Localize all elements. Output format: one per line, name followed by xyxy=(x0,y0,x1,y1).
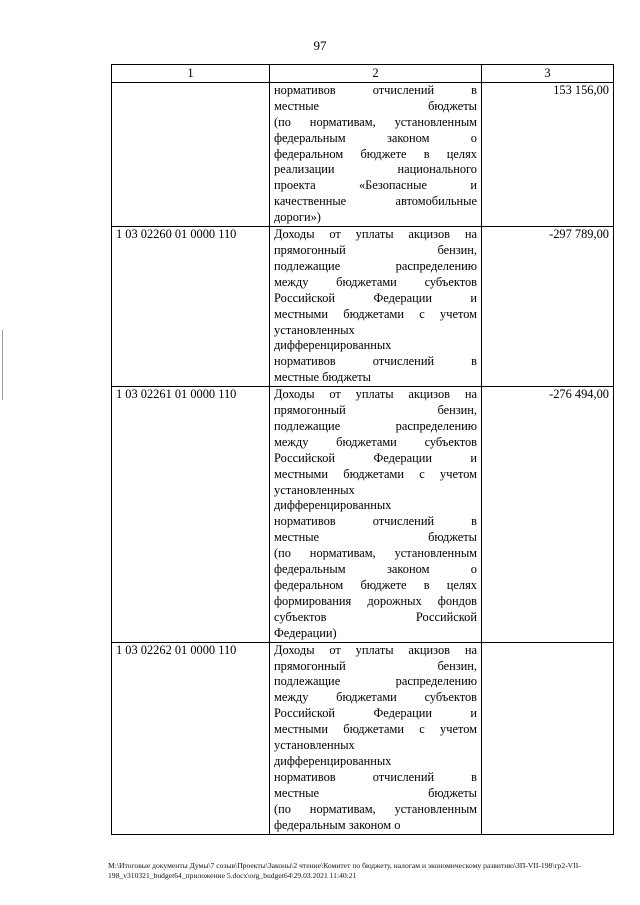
description-line: прямогонный бензин, xyxy=(274,658,477,673)
description-line: подлежащие распределению xyxy=(274,674,477,689)
budget-classification-code: 1 03 02261 01 0000 110 xyxy=(112,387,270,643)
budget-classification-code: 1 03 02262 01 0000 110 xyxy=(112,642,270,834)
budget-classification-code xyxy=(112,82,270,226)
description-line: нормативов отчислений в xyxy=(274,354,477,369)
description-line: формирования дорожных фондов xyxy=(274,593,477,608)
revenue-description xyxy=(270,642,482,834)
table-header-row xyxy=(112,65,614,83)
description-line: (по нормативам, установленным xyxy=(274,801,477,816)
column-header-amount: 3 xyxy=(482,65,614,83)
revenue-description xyxy=(270,82,482,226)
budget-revenue-table xyxy=(111,64,614,835)
description-line: нормативов отчислений в xyxy=(274,82,477,97)
description-line: между бюджетами субъектов xyxy=(274,434,477,449)
description-line: Доходы от уплаты акцизов на xyxy=(274,387,477,402)
description-line: Российской Федерации и xyxy=(274,450,477,465)
description-line: федеральным законом о xyxy=(274,817,401,832)
description-line: местными бюджетами с учетом xyxy=(274,722,477,737)
description-line: установленных xyxy=(274,322,355,337)
description-line: Доходы от уплаты акцизов на xyxy=(274,227,477,242)
description-line: местными бюджетами с учетом xyxy=(274,306,477,321)
description-line: нормативов отчислений в xyxy=(274,514,477,529)
budget-classification-code: 1 03 02260 01 0000 110 xyxy=(112,227,270,387)
description-line: прямогонный бензин, xyxy=(274,242,477,257)
footer-path-line-2: 198_v310321_budget64_приложение 5.docx\org_budget64\29.03.2021 11:40:21 xyxy=(108,871,357,880)
description-line: субъектов Российской xyxy=(274,609,477,624)
description-line: Российской Федерации и xyxy=(274,290,477,305)
amount-value: 153 156,00 xyxy=(482,82,614,226)
description-line: проекта «Безопасные и xyxy=(274,178,477,193)
description-line: (по нормативам, установленным xyxy=(274,546,477,561)
description-line: местные бюджеты xyxy=(274,370,371,385)
description-line: подлежащие распределению xyxy=(274,418,477,433)
column-header-name: 2 xyxy=(270,65,482,83)
description-line: дифференцированных xyxy=(274,498,392,513)
description-line: местные бюджеты xyxy=(274,530,477,545)
file-path-footer xyxy=(108,861,613,881)
table-row xyxy=(112,227,614,387)
description-line: федеральным законом о xyxy=(274,562,477,577)
table-row xyxy=(112,642,614,834)
description-line: федеральном бюджете в целях xyxy=(274,146,477,161)
description-line: дифференцированных xyxy=(274,753,392,768)
description-line: Доходы от уплаты акцизов на xyxy=(274,642,477,657)
revenue-description xyxy=(270,227,482,387)
description-line: установленных xyxy=(274,482,355,497)
description-line: между бюджетами субъектов xyxy=(274,274,477,289)
amount-value: -276 494,00 xyxy=(482,387,614,643)
description-line: дороги») xyxy=(274,210,321,225)
description-line: федеральным законом о xyxy=(274,130,477,145)
column-header-code: 1 xyxy=(112,65,270,83)
description-line: установленных xyxy=(274,738,355,753)
description-line: (по нормативам, установленным xyxy=(274,114,477,129)
description-line: между бюджетами субъектов xyxy=(274,690,477,705)
description-line: Федерации) xyxy=(274,625,337,640)
table-row xyxy=(112,82,614,226)
description-line: нормативов отчислений в xyxy=(274,769,477,784)
description-line: федеральном бюджете в целях xyxy=(274,578,477,592)
description-line: местные бюджеты xyxy=(274,785,477,800)
description-line: подлежащие распределению xyxy=(274,258,477,273)
amount-value: -297 789,00 xyxy=(482,227,614,387)
description-line: Российской Федерации и xyxy=(274,706,477,721)
table-row xyxy=(112,387,614,643)
description-line: качественные автомобильные xyxy=(274,194,477,209)
revenue-description xyxy=(270,387,482,643)
scan-margin-mark xyxy=(2,330,3,400)
table-body xyxy=(112,82,614,834)
description-line: прямогонный бензин, xyxy=(274,403,477,418)
description-line: реализации национального xyxy=(274,162,477,177)
page-number: 97 xyxy=(313,38,327,53)
description-line: дифференцированных xyxy=(274,338,392,353)
description-line: местные бюджеты xyxy=(274,98,477,113)
amount-value xyxy=(482,642,614,834)
footer-path-line-1: M:\Итоговые документы Думы\7 созыв\Проекты\Законы\2 чтение\Комитет по бюджету, налогам и экономическому развитию\ЗП-VII-198\гр2-VII- xyxy=(108,861,581,870)
description-line: местными бюджетами с учетом xyxy=(274,466,477,481)
